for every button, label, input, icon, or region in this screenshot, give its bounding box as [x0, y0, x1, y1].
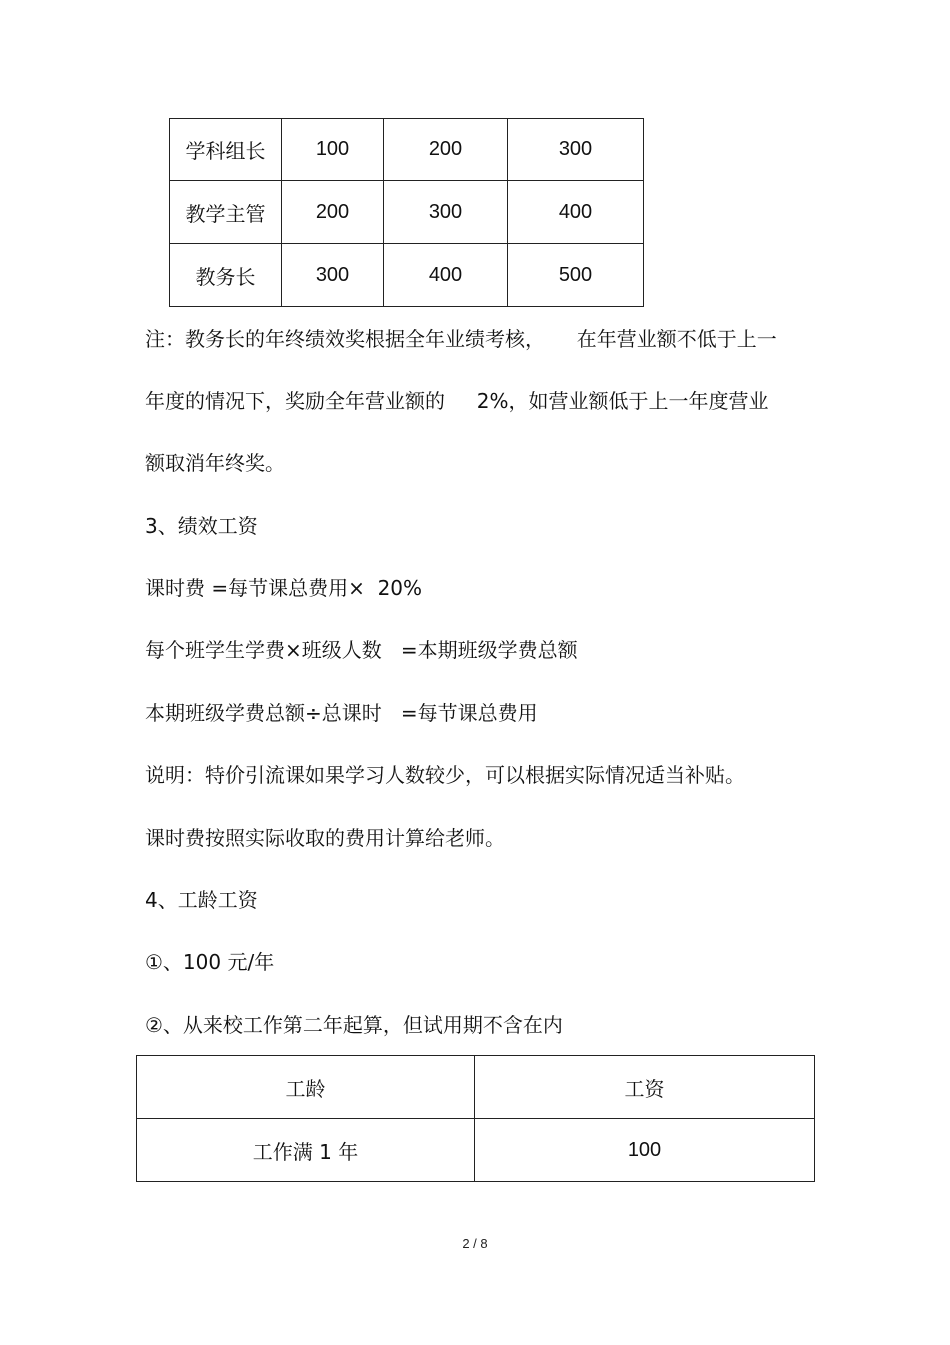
- page-number: 2 / 8: [462, 1236, 488, 1251]
- value-cell: 200: [384, 119, 508, 181]
- role-bonus-table: [169, 118, 644, 307]
- section-4-heading: 4、工龄工资: [145, 888, 258, 912]
- table-row: [170, 244, 644, 307]
- formula-2: 每个班学生学费×班级人数 =本期班级学费总额: [145, 638, 578, 662]
- table-row: [137, 1119, 815, 1182]
- formula-3: 本期班级学费总额÷总课时 =每节课总费用: [145, 701, 538, 725]
- value-cell: 300: [384, 181, 508, 244]
- formula-1: 课时费 =每节课总费用× 20%: [145, 576, 423, 600]
- note-line-1: 注：教务长的年终绩效奖根据全年业绩考核， 在年营业额不低于上一: [145, 327, 777, 351]
- note-line-2: 年度的情况下，奖励全年营业额的 2%，如营业额低于上一年度营业: [145, 389, 769, 413]
- note-line-3: 额取消年终奖。: [145, 451, 285, 475]
- column-header-salary: 工资: [475, 1056, 815, 1119]
- value-cell: 100: [282, 119, 384, 181]
- explanation-1: 说明：特价引流课如果学习人数较少，可以根据实际情况适当补贴。: [145, 763, 745, 787]
- explanation-2: 课时费按照实际收取的费用计算给老师。: [145, 826, 505, 850]
- column-header-seniority: 工龄: [137, 1056, 475, 1119]
- table-row: [170, 181, 644, 244]
- value-cell: 400: [384, 244, 508, 307]
- seniority-cell: 工作满 1 年: [137, 1119, 475, 1182]
- salary-cell: 100: [475, 1119, 815, 1182]
- table-header-row: [137, 1056, 815, 1119]
- value-cell: 400: [508, 181, 644, 244]
- role-cell: 教务长: [170, 244, 282, 307]
- value-cell: 300: [508, 119, 644, 181]
- value-cell: 500: [508, 244, 644, 307]
- section-3-heading: 3、绩效工资: [145, 514, 258, 538]
- value-cell: 300: [282, 244, 384, 307]
- seniority-table: [136, 1055, 815, 1182]
- value-cell: 200: [282, 181, 384, 244]
- role-cell: 学科组长: [170, 119, 282, 181]
- role-cell: 教学主管: [170, 181, 282, 244]
- table-row: [170, 119, 644, 181]
- section-4-item-1: ①、100 元/年: [145, 950, 275, 974]
- section-4-item-2: ②、从来校工作第二年起算，但试用期不含在内: [145, 1013, 563, 1037]
